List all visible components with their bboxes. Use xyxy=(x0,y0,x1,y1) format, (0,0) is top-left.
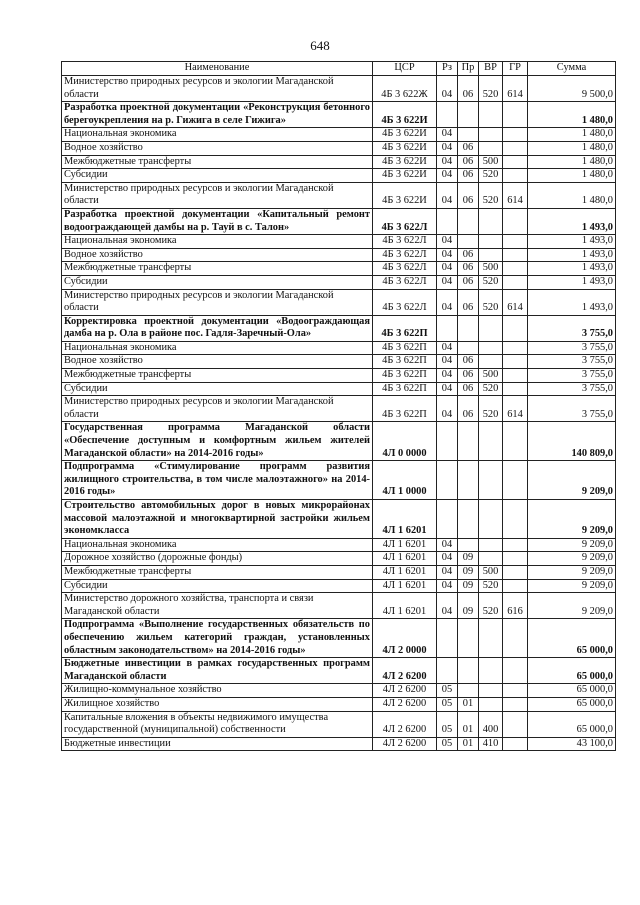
cell-vr: 410 xyxy=(479,737,503,751)
cell-name: Государственная программа Магаданской области «Обеспечение доступным и комфортным жильем жителей Магаданской области» на 2014-2016 годы» xyxy=(62,422,373,461)
cell-pr: 06 xyxy=(458,369,479,383)
table-row xyxy=(62,593,616,619)
header-pr: Пр xyxy=(458,62,479,76)
cell-name: Жилищно-коммунальное хозяйство xyxy=(62,684,373,698)
table-row xyxy=(62,579,616,593)
cell-gr xyxy=(503,355,528,369)
cell-rz: 04 xyxy=(437,538,458,552)
cell-csr: 4Б 3 622Л xyxy=(373,289,437,315)
cell-csr: 4Л 2 6200 xyxy=(373,658,437,684)
cell-csr: 4Б 3 622П xyxy=(373,382,437,396)
cell-gr xyxy=(503,155,528,169)
cell-rz: 04 xyxy=(437,355,458,369)
cell-csr: 4Б 3 622Л xyxy=(373,248,437,262)
cell-pr: 06 xyxy=(458,289,479,315)
cell-name: Межбюджетные трансферты xyxy=(62,262,373,276)
table-row xyxy=(62,684,616,698)
cell-name: Национальная экономика xyxy=(62,128,373,142)
cell-rz xyxy=(437,500,458,539)
cell-rz: 05 xyxy=(437,697,458,711)
cell-pr xyxy=(458,538,479,552)
cell-vr xyxy=(479,208,503,234)
cell-pr: 06 xyxy=(458,396,479,422)
cell-vr xyxy=(479,315,503,341)
cell-csr: 4Л 0 0000 xyxy=(373,422,437,461)
cell-name: Министерство дорожного хозяйства, транспорта и связи Магаданской области xyxy=(62,593,373,619)
cell-rz: 04 xyxy=(437,155,458,169)
cell-rz xyxy=(437,619,458,658)
cell-name: Бюджетные инвестиции xyxy=(62,737,373,751)
cell-csr: 4Б 3 622И xyxy=(373,182,437,208)
cell-csr: 4Л 1 6201 xyxy=(373,552,437,566)
cell-name: Дорожное хозяйство (дорожные фонды) xyxy=(62,552,373,566)
cell-sum: 65 000,0 xyxy=(528,697,616,711)
cell-csr: 4Б 3 622Л xyxy=(373,262,437,276)
table-row xyxy=(62,262,616,276)
cell-pr: 06 xyxy=(458,248,479,262)
cell-sum: 1 493,0 xyxy=(528,248,616,262)
cell-name: Межбюджетные трансферты xyxy=(62,565,373,579)
table-body xyxy=(62,76,616,751)
cell-name: Жилищное хозяйство xyxy=(62,697,373,711)
cell-rz xyxy=(437,461,458,500)
cell-pr: 06 xyxy=(458,355,479,369)
cell-sum: 9 209,0 xyxy=(528,552,616,566)
cell-gr: 614 xyxy=(503,182,528,208)
cell-gr xyxy=(503,141,528,155)
cell-name: Министерство природных ресурсов и экологии Магаданской области xyxy=(62,182,373,208)
cell-vr: 520 xyxy=(479,382,503,396)
cell-pr xyxy=(458,235,479,249)
budget-table xyxy=(61,61,616,751)
cell-sum: 3 755,0 xyxy=(528,341,616,355)
cell-rz: 05 xyxy=(437,684,458,698)
cell-gr xyxy=(503,315,528,341)
cell-sum: 1 493,0 xyxy=(528,289,616,315)
cell-sum: 1 493,0 xyxy=(528,235,616,249)
cell-vr xyxy=(479,141,503,155)
cell-gr xyxy=(503,102,528,128)
cell-pr: 06 xyxy=(458,141,479,155)
cell-vr xyxy=(479,538,503,552)
cell-name: Субсидии xyxy=(62,382,373,396)
cell-name: Разработка проектной документации «Капитальный ремонт водоограждающей дамбы на р. Тауй в с. Талон» xyxy=(62,208,373,234)
cell-pr xyxy=(458,658,479,684)
cell-rz xyxy=(437,208,458,234)
cell-gr xyxy=(503,684,528,698)
cell-vr xyxy=(479,697,503,711)
table-row xyxy=(62,102,616,128)
table-row xyxy=(62,711,616,737)
cell-csr: 4Б 3 622П xyxy=(373,315,437,341)
cell-csr: 4Л 1 6201 xyxy=(373,593,437,619)
cell-name: Водное хозяйство xyxy=(62,248,373,262)
table-row xyxy=(62,565,616,579)
cell-sum: 3 755,0 xyxy=(528,355,616,369)
table-row xyxy=(62,182,616,208)
cell-pr xyxy=(458,500,479,539)
cell-sum: 1 493,0 xyxy=(528,208,616,234)
cell-vr: 520 xyxy=(479,396,503,422)
cell-csr: 4Б 3 622П xyxy=(373,341,437,355)
header-vr: ВР xyxy=(479,62,503,76)
cell-rz xyxy=(437,102,458,128)
cell-gr xyxy=(503,208,528,234)
cell-pr xyxy=(458,461,479,500)
cell-gr xyxy=(503,128,528,142)
cell-rz: 04 xyxy=(437,289,458,315)
table-row xyxy=(62,500,616,539)
cell-rz: 04 xyxy=(437,262,458,276)
cell-sum: 140 809,0 xyxy=(528,422,616,461)
header-name: Наименование xyxy=(62,62,373,76)
cell-sum: 3 755,0 xyxy=(528,382,616,396)
cell-sum: 9 209,0 xyxy=(528,593,616,619)
cell-rz: 04 xyxy=(437,182,458,208)
cell-sum: 65 000,0 xyxy=(528,684,616,698)
cell-csr: 4Л 2 6200 xyxy=(373,737,437,751)
cell-sum: 1 480,0 xyxy=(528,102,616,128)
cell-vr: 520 xyxy=(479,593,503,619)
table-row xyxy=(62,396,616,422)
cell-vr xyxy=(479,619,503,658)
cell-sum: 9 209,0 xyxy=(528,500,616,539)
cell-name: Министерство природных ресурсов и экологии Магаданской области xyxy=(62,76,373,102)
cell-rz: 04 xyxy=(437,341,458,355)
cell-name: Министерство природных ресурсов и экологии Магаданской области xyxy=(62,396,373,422)
page-number: 648 xyxy=(310,38,330,53)
cell-pr xyxy=(458,341,479,355)
cell-pr: 09 xyxy=(458,552,479,566)
cell-vr: 520 xyxy=(479,275,503,289)
table-row xyxy=(62,235,616,249)
cell-name: Капитальные вложения в объекты недвижимого имущества государственной (муниципальной) собственности xyxy=(62,711,373,737)
header-sum: Сумма xyxy=(528,62,616,76)
cell-rz: 05 xyxy=(437,737,458,751)
cell-pr: 09 xyxy=(458,565,479,579)
table-row xyxy=(62,289,616,315)
cell-csr: 4Л 2 6200 xyxy=(373,711,437,737)
cell-rz: 04 xyxy=(437,579,458,593)
cell-pr: 01 xyxy=(458,697,479,711)
cell-csr: 4Б 3 622Ж xyxy=(373,76,437,102)
cell-name: Корректировка проектной документации «Водоограждающая дамба на р. Ола в районе пос. Гадля-Заречный-Ола» xyxy=(62,315,373,341)
cell-vr xyxy=(479,500,503,539)
table-row xyxy=(62,552,616,566)
cell-pr xyxy=(458,619,479,658)
table-row xyxy=(62,369,616,383)
cell-name: Национальная экономика xyxy=(62,341,373,355)
cell-csr: 4Л 1 0000 xyxy=(373,461,437,500)
cell-vr: 500 xyxy=(479,155,503,169)
cell-name: Субсидии xyxy=(62,275,373,289)
cell-gr xyxy=(503,697,528,711)
cell-gr xyxy=(503,382,528,396)
cell-pr xyxy=(458,208,479,234)
cell-csr: 4Л 1 6201 xyxy=(373,565,437,579)
cell-gr: 616 xyxy=(503,593,528,619)
cell-rz: 04 xyxy=(437,369,458,383)
cell-vr xyxy=(479,422,503,461)
cell-csr: 4Л 1 6201 xyxy=(373,500,437,539)
cell-vr: 500 xyxy=(479,262,503,276)
cell-gr xyxy=(503,262,528,276)
cell-sum: 65 000,0 xyxy=(528,711,616,737)
cell-csr: 4Б 3 622П xyxy=(373,369,437,383)
cell-name: Разработка проектной документации «Реконструкция бетонного берегоукрепления на р. Гижига в селе Гижига» xyxy=(62,102,373,128)
table-row xyxy=(62,315,616,341)
cell-csr: 4Б 3 622Л xyxy=(373,235,437,249)
cell-name: Водное хозяйство xyxy=(62,355,373,369)
cell-gr xyxy=(503,275,528,289)
cell-name: Бюджетные инвестиции в рамках государственных программ Магаданской области xyxy=(62,658,373,684)
cell-rz: 04 xyxy=(437,248,458,262)
cell-gr: 614 xyxy=(503,76,528,102)
cell-csr: 4Б 3 622Л xyxy=(373,208,437,234)
cell-gr xyxy=(503,658,528,684)
cell-name: Строительство автомобильных дорог в новых микрорайонах массовой малоэтажной и многоквартирной застройки жильем экономкласса xyxy=(62,500,373,539)
cell-csr: 4Л 2 0000 xyxy=(373,619,437,658)
cell-gr: 614 xyxy=(503,289,528,315)
cell-rz xyxy=(437,315,458,341)
cell-vr: 500 xyxy=(479,565,503,579)
cell-gr xyxy=(503,248,528,262)
cell-sum: 65 000,0 xyxy=(528,619,616,658)
cell-rz: 04 xyxy=(437,396,458,422)
cell-csr: 4Б 3 622П xyxy=(373,355,437,369)
cell-pr: 01 xyxy=(458,711,479,737)
cell-gr xyxy=(503,422,528,461)
cell-name: Национальная экономика xyxy=(62,235,373,249)
cell-rz: 04 xyxy=(437,235,458,249)
cell-pr: 09 xyxy=(458,593,479,619)
table-row xyxy=(62,76,616,102)
cell-vr xyxy=(479,461,503,500)
cell-vr: 520 xyxy=(479,76,503,102)
cell-pr xyxy=(458,422,479,461)
cell-vr: 520 xyxy=(479,579,503,593)
cell-vr: 400 xyxy=(479,711,503,737)
table-row xyxy=(62,155,616,169)
cell-vr xyxy=(479,128,503,142)
cell-name: Межбюджетные трансферты xyxy=(62,155,373,169)
cell-rz: 04 xyxy=(437,552,458,566)
cell-rz: 04 xyxy=(437,593,458,619)
cell-name: Водное хозяйство xyxy=(62,141,373,155)
cell-gr xyxy=(503,235,528,249)
cell-sum: 3 755,0 xyxy=(528,396,616,422)
cell-rz xyxy=(437,422,458,461)
cell-pr: 06 xyxy=(458,275,479,289)
table-row xyxy=(62,697,616,711)
cell-csr: 4Л 1 6201 xyxy=(373,579,437,593)
table-row xyxy=(62,422,616,461)
table-row xyxy=(62,208,616,234)
table-row xyxy=(62,619,616,658)
cell-csr: 4Б 3 622П xyxy=(373,396,437,422)
cell-gr: 614 xyxy=(503,396,528,422)
cell-vr xyxy=(479,341,503,355)
cell-gr xyxy=(503,369,528,383)
cell-csr: 4Л 2 6200 xyxy=(373,684,437,698)
cell-vr xyxy=(479,248,503,262)
cell-sum: 1 480,0 xyxy=(528,169,616,183)
table-header-row xyxy=(62,62,616,76)
cell-sum: 1 493,0 xyxy=(528,275,616,289)
cell-csr: 4Б 3 622И xyxy=(373,155,437,169)
table-row xyxy=(62,538,616,552)
cell-rz: 04 xyxy=(437,169,458,183)
cell-name: Субсидии xyxy=(62,579,373,593)
cell-pr xyxy=(458,128,479,142)
table-row xyxy=(62,248,616,262)
cell-rz: 05 xyxy=(437,711,458,737)
cell-rz: 04 xyxy=(437,565,458,579)
cell-sum: 9 209,0 xyxy=(528,461,616,500)
cell-sum: 9 209,0 xyxy=(528,538,616,552)
cell-sum: 9 209,0 xyxy=(528,579,616,593)
cell-vr xyxy=(479,355,503,369)
table-row xyxy=(62,128,616,142)
cell-gr xyxy=(503,169,528,183)
table-row xyxy=(62,737,616,751)
cell-vr xyxy=(479,552,503,566)
table-row xyxy=(62,355,616,369)
cell-rz: 04 xyxy=(437,128,458,142)
cell-name: Межбюджетные трансферты xyxy=(62,369,373,383)
cell-sum: 3 755,0 xyxy=(528,369,616,383)
cell-name: Национальная экономика xyxy=(62,538,373,552)
cell-vr: 520 xyxy=(479,182,503,208)
cell-sum: 1 480,0 xyxy=(528,141,616,155)
cell-csr: 4Б 3 622И xyxy=(373,102,437,128)
header-csr: ЦСР xyxy=(373,62,437,76)
cell-csr: 4Л 1 6201 xyxy=(373,538,437,552)
cell-vr xyxy=(479,658,503,684)
table-row xyxy=(62,341,616,355)
cell-name: Субсидии xyxy=(62,169,373,183)
cell-vr: 520 xyxy=(479,289,503,315)
cell-sum: 65 000,0 xyxy=(528,658,616,684)
cell-vr xyxy=(479,235,503,249)
cell-sum: 43 100,0 xyxy=(528,737,616,751)
cell-rz: 04 xyxy=(437,76,458,102)
cell-pr: 06 xyxy=(458,182,479,208)
cell-rz: 04 xyxy=(437,141,458,155)
cell-pr: 09 xyxy=(458,579,479,593)
cell-sum: 1 480,0 xyxy=(528,128,616,142)
cell-gr xyxy=(503,737,528,751)
cell-name: Подпрограмма «Стимулирование программ развития жилищного строительства, в том числе малоэтажного» на 2014-2016 годы» xyxy=(62,461,373,500)
cell-rz: 04 xyxy=(437,382,458,396)
cell-gr xyxy=(503,341,528,355)
cell-gr xyxy=(503,619,528,658)
cell-sum: 9 209,0 xyxy=(528,565,616,579)
cell-csr: 4Л 2 6200 xyxy=(373,697,437,711)
table-row xyxy=(62,461,616,500)
cell-pr: 01 xyxy=(458,737,479,751)
table-row xyxy=(62,275,616,289)
cell-pr xyxy=(458,315,479,341)
cell-gr xyxy=(503,461,528,500)
cell-vr xyxy=(479,102,503,128)
cell-pr: 06 xyxy=(458,382,479,396)
cell-rz: 04 xyxy=(437,275,458,289)
cell-gr xyxy=(503,579,528,593)
cell-vr: 520 xyxy=(479,169,503,183)
cell-vr: 500 xyxy=(479,369,503,383)
cell-csr: 4Б 3 622Л xyxy=(373,275,437,289)
header-gr: ГР xyxy=(503,62,528,76)
table-row xyxy=(62,382,616,396)
cell-sum: 1 480,0 xyxy=(528,182,616,208)
cell-gr xyxy=(503,565,528,579)
table-row xyxy=(62,658,616,684)
cell-sum: 3 755,0 xyxy=(528,315,616,341)
table-row xyxy=(62,169,616,183)
cell-gr xyxy=(503,538,528,552)
cell-pr: 06 xyxy=(458,76,479,102)
cell-sum: 1 480,0 xyxy=(528,155,616,169)
cell-name: Министерство природных ресурсов и экологии Магаданской области xyxy=(62,289,373,315)
cell-pr: 06 xyxy=(458,155,479,169)
cell-sum: 1 493,0 xyxy=(528,262,616,276)
cell-csr: 4Б 3 622И xyxy=(373,141,437,155)
cell-pr: 06 xyxy=(458,262,479,276)
cell-csr: 4Б 3 622И xyxy=(373,169,437,183)
cell-gr xyxy=(503,552,528,566)
cell-csr: 4Б 3 622И xyxy=(373,128,437,142)
cell-pr xyxy=(458,102,479,128)
cell-vr xyxy=(479,684,503,698)
cell-sum: 9 500,0 xyxy=(528,76,616,102)
cell-pr: 06 xyxy=(458,169,479,183)
cell-gr xyxy=(503,711,528,737)
cell-rz xyxy=(437,658,458,684)
cell-name: Подпрограмма «Выполнение государственных обязательств по обеспечению жильем категорий граждан, установленных областным законодательством» на 2014-2016 годы» xyxy=(62,619,373,658)
table-row xyxy=(62,141,616,155)
header-rz: Рз xyxy=(437,62,458,76)
cell-pr xyxy=(458,684,479,698)
cell-gr xyxy=(503,500,528,539)
